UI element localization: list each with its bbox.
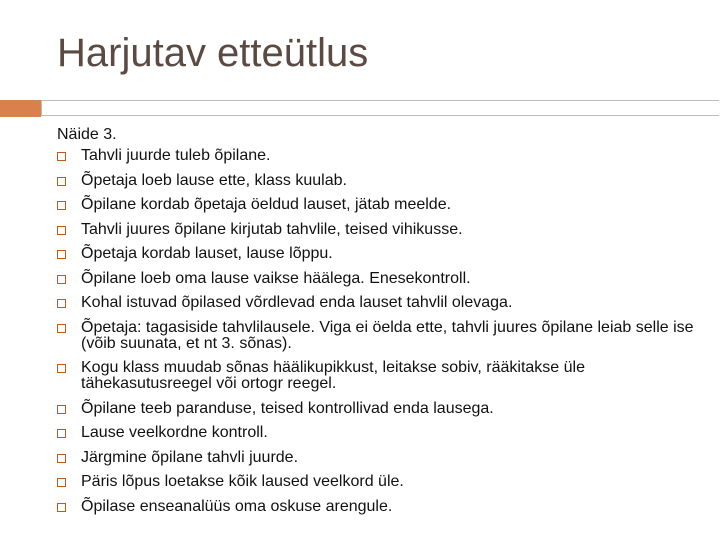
hollow-square-icon <box>57 364 66 373</box>
bullet-item <box>57 222 697 238</box>
hollow-square-icon <box>57 250 66 259</box>
hollow-square-icon <box>57 177 66 186</box>
hollow-square-icon <box>57 275 66 284</box>
bullet-text: Õpilase enseanalüüs oma oskuse arengule. <box>81 497 393 515</box>
bullet-item <box>57 271 697 287</box>
bullet-item <box>57 450 697 466</box>
bullet-text: Päris lõpus loetakse kõik laused veelkord üle. <box>81 473 404 490</box>
bullet-text: Kohal istuvad õpilased võrdlevad enda lauset tahvlil olevaga. <box>81 294 513 311</box>
bullet-item <box>57 320 697 352</box>
hollow-square-icon <box>57 429 66 438</box>
bullet-text: Õpilane loeb oma lause vaikse häälega. Enesekontroll. <box>81 269 471 287</box>
bullet-item <box>57 148 697 164</box>
bullet-item <box>57 499 697 515</box>
bullet-item <box>57 197 697 213</box>
bullet-text: Lause veelkordne kontroll. <box>81 424 268 441</box>
bullet-item <box>57 295 697 311</box>
hollow-square-icon <box>57 478 66 487</box>
hollow-square-icon <box>57 503 66 512</box>
hollow-square-icon <box>57 454 66 463</box>
bullet-text: Tahvli juures õpilane kirjutab tahvlile, teised vihikusse. <box>81 220 463 238</box>
bullet-item <box>57 246 697 262</box>
accent-bar <box>0 100 41 117</box>
bullet-text: Õpilane kordab õpetaja öeldud lauset, jätab meelde. <box>81 196 452 213</box>
bullet-item <box>57 401 697 417</box>
bullet-text: Kogu klass muudab sõnas häälikupikkust, leitakse sobiv, rääkitakse üle tähekasutusreegel või ortogr reegel. <box>81 359 585 392</box>
hollow-square-icon <box>57 226 66 235</box>
bullet-text: Õpilane teeb paranduse, teised kontrollivad enda lausega. <box>81 399 494 417</box>
hollow-square-icon <box>57 324 66 333</box>
bullet-item <box>57 425 697 441</box>
title-divider <box>41 100 719 116</box>
bullet-item <box>57 474 697 490</box>
hollow-square-icon <box>57 405 66 414</box>
slide-title: Harjutav etteütlus <box>57 31 369 75</box>
intro-text: Näide 3. <box>57 126 117 143</box>
slide-body <box>57 126 697 523</box>
bullet-item <box>57 360 697 392</box>
bullet-text: Tahvli juurde tuleb õpilane. <box>81 147 271 164</box>
bullet-list <box>57 148 697 515</box>
bullet-text: Õpetaja: tagasiside tahvlilausele. Viga ei öelda ette, tahvli juures õpilane leiab selle ise (võib suunata, et nt 3. sõnas). <box>81 318 694 352</box>
bullet-text: Õpetaja kordab lauset, lause lõppu. <box>81 245 333 262</box>
hollow-square-icon <box>57 201 66 210</box>
bullet-item <box>57 173 697 189</box>
bullet-text: Õpetaja loeb lause ette, klass kuulab. <box>81 171 347 189</box>
bullet-text: Järgmine õpilane tahvli juurde. <box>81 448 299 466</box>
hollow-square-icon <box>57 152 66 161</box>
hollow-square-icon <box>57 299 66 308</box>
